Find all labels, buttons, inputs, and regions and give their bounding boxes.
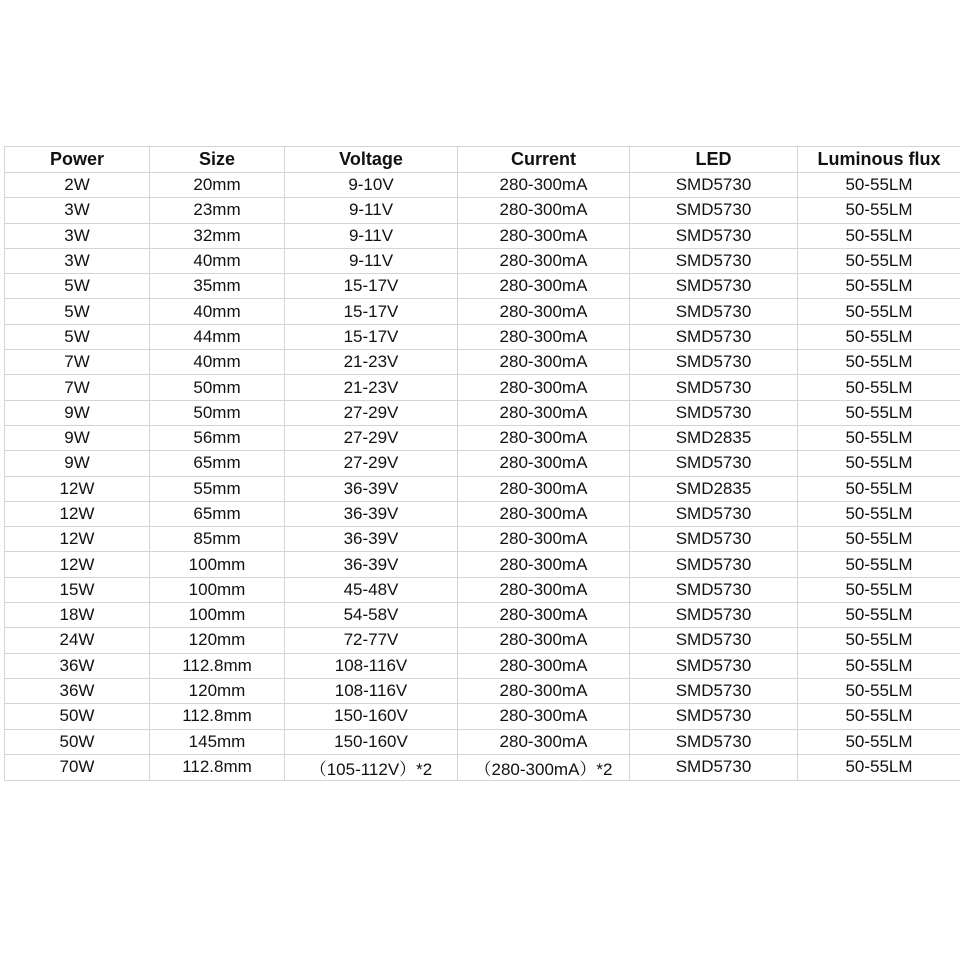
power-cell: 18W xyxy=(5,603,150,628)
header-power: Power xyxy=(5,147,150,173)
size-cell: 50mm xyxy=(150,400,285,425)
current-cell: 280-300mA xyxy=(458,400,630,425)
current-cell: 280-300mA xyxy=(458,501,630,526)
luminous-flux-cell: 50-55LM xyxy=(798,678,960,703)
luminous-flux-cell: 50-55LM xyxy=(798,552,960,577)
power-cell: 7W xyxy=(5,375,150,400)
current-cell: 280-300mA xyxy=(458,198,630,223)
voltage-cell: （105-112V）*2 xyxy=(285,754,458,780)
table-row xyxy=(5,476,960,501)
size-cell: 100mm xyxy=(150,603,285,628)
luminous-flux-cell: 50-55LM xyxy=(798,223,960,248)
led-cell: SMD5730 xyxy=(630,375,798,400)
led-cell: SMD5730 xyxy=(630,729,798,754)
led-cell: SMD5730 xyxy=(630,501,798,526)
voltage-cell: 108-116V xyxy=(285,678,458,703)
power-cell: 50W xyxy=(5,729,150,754)
led-cell: SMD5730 xyxy=(630,527,798,552)
size-cell: 85mm xyxy=(150,527,285,552)
power-cell: 3W xyxy=(5,223,150,248)
header-led: LED xyxy=(630,147,798,173)
table-row xyxy=(5,527,960,552)
luminous-flux-cell: 50-55LM xyxy=(798,324,960,349)
size-cell: 112.8mm xyxy=(150,754,285,780)
current-cell: 280-300mA xyxy=(458,350,630,375)
size-cell: 56mm xyxy=(150,425,285,450)
luminous-flux-cell: 50-55LM xyxy=(798,603,960,628)
table-row xyxy=(5,425,960,450)
luminous-flux-cell: 50-55LM xyxy=(798,577,960,602)
luminous-flux-cell: 50-55LM xyxy=(798,198,960,223)
spec-table xyxy=(4,146,960,781)
header-row xyxy=(5,147,960,173)
table-header xyxy=(5,147,960,173)
power-cell: 3W xyxy=(5,198,150,223)
table-row xyxy=(5,729,960,754)
led-cell: SMD5730 xyxy=(630,223,798,248)
luminous-flux-cell: 50-55LM xyxy=(798,729,960,754)
led-cell: SMD5730 xyxy=(630,324,798,349)
power-cell: 36W xyxy=(5,653,150,678)
table-row xyxy=(5,173,960,198)
size-cell: 65mm xyxy=(150,501,285,526)
led-cell: SMD5730 xyxy=(630,198,798,223)
voltage-cell: 150-160V xyxy=(285,729,458,754)
led-cell: SMD5730 xyxy=(630,400,798,425)
table-row xyxy=(5,299,960,324)
table-row xyxy=(5,451,960,476)
current-cell: 280-300mA xyxy=(458,678,630,703)
luminous-flux-cell: 50-55LM xyxy=(798,628,960,653)
size-cell: 145mm xyxy=(150,729,285,754)
table-body xyxy=(5,173,960,781)
table-row xyxy=(5,653,960,678)
led-cell: SMD5730 xyxy=(630,248,798,273)
voltage-cell: 21-23V xyxy=(285,375,458,400)
voltage-cell: 15-17V xyxy=(285,299,458,324)
power-cell: 2W xyxy=(5,173,150,198)
led-cell: SMD5730 xyxy=(630,653,798,678)
power-cell: 5W xyxy=(5,324,150,349)
led-cell: SMD2835 xyxy=(630,476,798,501)
power-cell: 9W xyxy=(5,451,150,476)
header-current: Current xyxy=(458,147,630,173)
size-cell: 40mm xyxy=(150,248,285,273)
current-cell: 280-300mA xyxy=(458,653,630,678)
luminous-flux-cell: 50-55LM xyxy=(798,754,960,780)
size-cell: 55mm xyxy=(150,476,285,501)
led-cell: SMD5730 xyxy=(630,704,798,729)
power-cell: 12W xyxy=(5,527,150,552)
table-row xyxy=(5,678,960,703)
led-cell: SMD5730 xyxy=(630,628,798,653)
current-cell: 280-300mA xyxy=(458,704,630,729)
current-cell: 280-300mA xyxy=(458,223,630,248)
luminous-flux-cell: 50-55LM xyxy=(798,274,960,299)
voltage-cell: 45-48V xyxy=(285,577,458,602)
voltage-cell: 9-10V xyxy=(285,173,458,198)
current-cell: 280-300mA xyxy=(458,628,630,653)
table-row xyxy=(5,223,960,248)
current-cell: 280-300mA xyxy=(458,425,630,450)
current-cell: 280-300mA xyxy=(458,476,630,501)
power-cell: 5W xyxy=(5,299,150,324)
table-row xyxy=(5,400,960,425)
led-cell: SMD5730 xyxy=(630,299,798,324)
luminous-flux-cell: 50-55LM xyxy=(798,400,960,425)
size-cell: 35mm xyxy=(150,274,285,299)
table-row xyxy=(5,754,960,780)
voltage-cell: 9-11V xyxy=(285,223,458,248)
voltage-cell: 9-11V xyxy=(285,198,458,223)
current-cell: 280-300mA xyxy=(458,729,630,754)
led-cell: SMD5730 xyxy=(630,274,798,299)
power-cell: 9W xyxy=(5,400,150,425)
size-cell: 50mm xyxy=(150,375,285,400)
luminous-flux-cell: 50-55LM xyxy=(798,173,960,198)
size-cell: 40mm xyxy=(150,299,285,324)
led-cell: SMD5730 xyxy=(630,754,798,780)
size-cell: 100mm xyxy=(150,552,285,577)
led-cell: SMD5730 xyxy=(630,552,798,577)
table-row xyxy=(5,198,960,223)
voltage-cell: 36-39V xyxy=(285,527,458,552)
table-row xyxy=(5,628,960,653)
power-cell: 70W xyxy=(5,754,150,780)
header-voltage: Voltage xyxy=(285,147,458,173)
luminous-flux-cell: 50-55LM xyxy=(798,501,960,526)
size-cell: 120mm xyxy=(150,628,285,653)
power-cell: 15W xyxy=(5,577,150,602)
current-cell: 280-300mA xyxy=(458,324,630,349)
luminous-flux-cell: 50-55LM xyxy=(798,451,960,476)
led-cell: SMD5730 xyxy=(630,678,798,703)
table-row xyxy=(5,248,960,273)
table-row xyxy=(5,577,960,602)
current-cell: 280-300mA xyxy=(458,552,630,577)
power-cell: 24W xyxy=(5,628,150,653)
led-cell: SMD5730 xyxy=(630,173,798,198)
size-cell: 20mm xyxy=(150,173,285,198)
led-cell: SMD5730 xyxy=(630,603,798,628)
luminous-flux-cell: 50-55LM xyxy=(798,425,960,450)
luminous-flux-cell: 50-55LM xyxy=(798,653,960,678)
voltage-cell: 54-58V xyxy=(285,603,458,628)
current-cell: 280-300mA xyxy=(458,603,630,628)
current-cell: 280-300mA xyxy=(458,248,630,273)
table-row xyxy=(5,324,960,349)
luminous-flux-cell: 50-55LM xyxy=(798,704,960,729)
size-cell: 112.8mm xyxy=(150,704,285,729)
power-cell: 12W xyxy=(5,501,150,526)
size-cell: 32mm xyxy=(150,223,285,248)
size-cell: 40mm xyxy=(150,350,285,375)
power-cell: 50W xyxy=(5,704,150,729)
size-cell: 100mm xyxy=(150,577,285,602)
current-cell: 280-300mA xyxy=(458,577,630,602)
voltage-cell: 27-29V xyxy=(285,400,458,425)
current-cell: 280-300mA xyxy=(458,451,630,476)
size-cell: 120mm xyxy=(150,678,285,703)
table-row xyxy=(5,501,960,526)
current-cell: 280-300mA xyxy=(458,274,630,299)
voltage-cell: 36-39V xyxy=(285,501,458,526)
table-row xyxy=(5,603,960,628)
luminous-flux-cell: 50-55LM xyxy=(798,350,960,375)
luminous-flux-cell: 50-55LM xyxy=(798,476,960,501)
voltage-cell: 15-17V xyxy=(285,274,458,299)
table-row xyxy=(5,704,960,729)
size-cell: 44mm xyxy=(150,324,285,349)
voltage-cell: 150-160V xyxy=(285,704,458,729)
led-cell: SMD5730 xyxy=(630,451,798,476)
voltage-cell: 15-17V xyxy=(285,324,458,349)
current-cell: 280-300mA xyxy=(458,173,630,198)
size-cell: 23mm xyxy=(150,198,285,223)
voltage-cell: 21-23V xyxy=(285,350,458,375)
led-cell: SMD5730 xyxy=(630,577,798,602)
voltage-cell: 36-39V xyxy=(285,476,458,501)
voltage-cell: 72-77V xyxy=(285,628,458,653)
power-cell: 12W xyxy=(5,476,150,501)
voltage-cell: 27-29V xyxy=(285,451,458,476)
current-cell: 280-300mA xyxy=(458,299,630,324)
power-cell: 12W xyxy=(5,552,150,577)
size-cell: 112.8mm xyxy=(150,653,285,678)
size-cell: 65mm xyxy=(150,451,285,476)
voltage-cell: 9-11V xyxy=(285,248,458,273)
luminous-flux-cell: 50-55LM xyxy=(798,299,960,324)
current-cell: 280-300mA xyxy=(458,527,630,552)
table-row xyxy=(5,552,960,577)
power-cell: 7W xyxy=(5,350,150,375)
header-size: Size xyxy=(150,147,285,173)
voltage-cell: 36-39V xyxy=(285,552,458,577)
table-row xyxy=(5,375,960,400)
voltage-cell: 27-29V xyxy=(285,425,458,450)
table-row xyxy=(5,350,960,375)
current-cell: （280-300mA）*2 xyxy=(458,754,630,780)
luminous-flux-cell: 50-55LM xyxy=(798,527,960,552)
power-cell: 3W xyxy=(5,248,150,273)
luminous-flux-cell: 50-55LM xyxy=(798,248,960,273)
power-cell: 36W xyxy=(5,678,150,703)
led-cell: SMD2835 xyxy=(630,425,798,450)
header-luminous-flux: Luminous flux xyxy=(798,147,960,173)
voltage-cell: 108-116V xyxy=(285,653,458,678)
current-cell: 280-300mA xyxy=(458,375,630,400)
luminous-flux-cell: 50-55LM xyxy=(798,375,960,400)
power-cell: 5W xyxy=(5,274,150,299)
power-cell: 9W xyxy=(5,425,150,450)
table-row xyxy=(5,274,960,299)
led-cell: SMD5730 xyxy=(630,350,798,375)
